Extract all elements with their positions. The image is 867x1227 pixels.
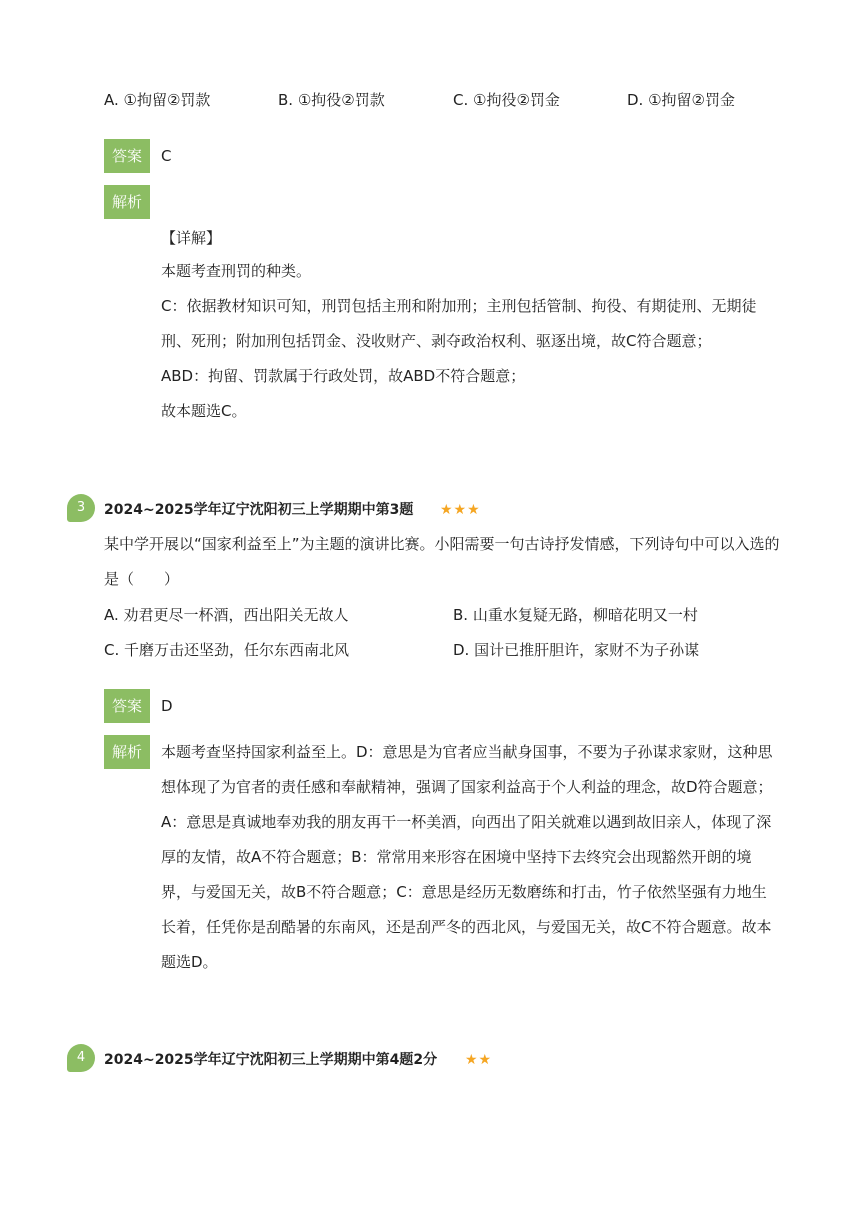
q2-analysis-tag[interactable]: 解析 bbox=[104, 185, 150, 219]
q4-title: 2024~2025学年辽宁沈阳初三上学期期中第4题2分 bbox=[104, 1052, 438, 1068]
q4-number-badge: 4 bbox=[67, 1044, 95, 1072]
q3-title: 2024~2025学年辽宁沈阳初三上学期期中第3题 bbox=[104, 502, 414, 518]
q3-analysis-tag[interactable]: 解析 bbox=[104, 735, 150, 769]
q3-analysis-body bbox=[161, 735, 801, 980]
q2-analysis-body bbox=[161, 254, 801, 429]
q2-analysis-line: C：依据教材知识可知，刑罚包括主刑和附加刑；主刑包括管制、拘役、有期徒刑、无期徒 bbox=[161, 297, 757, 315]
q3-difficulty-stars: ★★★ bbox=[440, 502, 481, 518]
q3-stem-line: 某中学开展以“国家利益至上”为主题的演讲比赛。小阳需要一句古诗抒发情感，下列诗句中可以入选的 bbox=[104, 535, 780, 553]
q2-analysis-line: 本题考查刑罚的种类。 bbox=[161, 262, 312, 280]
q3-answer-value: D bbox=[161, 697, 173, 715]
q2-option-b: B. ①拘役②罚款 bbox=[278, 91, 385, 109]
q2-option-a: A. ①拘留②罚款 bbox=[104, 91, 211, 109]
q2-option-c: C. ①拘役②罚金 bbox=[453, 91, 560, 109]
q3-analysis-line: 本题考查坚持国家利益至上。D：意思是为官者应当献身国事，不要为子孙谋求家财，这种思 bbox=[161, 743, 773, 761]
q3-stem-line: 是（ ） bbox=[104, 570, 180, 588]
q3-answer-tag[interactable]: 答案 bbox=[104, 689, 150, 723]
q2-option-d: D. ①拘留②罚金 bbox=[627, 91, 735, 109]
q2-analysis-line: 刑、死刑；附加刑包括罚金、没收财产、剥夺政治权利、驱逐出境，故C符合题意； bbox=[161, 332, 712, 350]
q2-answer-value: C bbox=[161, 147, 172, 165]
q2-answer-tag[interactable]: 答案 bbox=[104, 139, 150, 173]
q3-analysis-line: 长着，任凭你是刮酷暑的东南风，还是刮严冬的西北风，与爱国无关，故C不符合题意。故本 bbox=[161, 918, 772, 936]
q4-difficulty-stars: ★★ bbox=[465, 1052, 493, 1068]
q3-stem bbox=[104, 527, 804, 597]
q2-detail-heading: 【详解】 bbox=[161, 229, 222, 247]
q3-analysis-line: 界，与爱国无关，故B不符合题意；C：意思是经历无数磨练和打击，竹子依然坚强有力地生 bbox=[161, 883, 767, 901]
q3-option-a: A. 劝君更尽一杯酒，西出阳关无故人 bbox=[104, 606, 349, 624]
q3-analysis-line: 题选D。 bbox=[161, 953, 218, 971]
q3-option-c: C. 千磨万击还坚劲，任尔东西南北风 bbox=[104, 641, 350, 659]
q3-option-d: D. 国计已推肝胆许，家财不为子孙谋 bbox=[453, 641, 700, 659]
q3-analysis-line: 想体现了为官者的责任感和奉献精神，强调了国家利益高于个人利益的理念，故D符合题意； bbox=[161, 778, 773, 796]
q2-analysis-line: ABD：拘留、罚款属于行政处罚，故ABD不符合题意； bbox=[161, 367, 526, 385]
q3-analysis-line: A：意思是真诚地奉劝我的朋友再干一杯美酒，向西出了阳关就难以遇到故旧亲人，体现了深 bbox=[161, 813, 772, 831]
q3-analysis-line: 厚的友情，故A不符合题意；B：常常用来形容在困境中坚持下去终究会出现豁然开朗的境 bbox=[161, 848, 752, 866]
q3-option-b: B. 山重水复疑无路，柳暗花明又一村 bbox=[453, 606, 698, 624]
q3-number-badge: 3 bbox=[67, 494, 95, 522]
q2-analysis-line: 故本题选C。 bbox=[161, 402, 247, 420]
